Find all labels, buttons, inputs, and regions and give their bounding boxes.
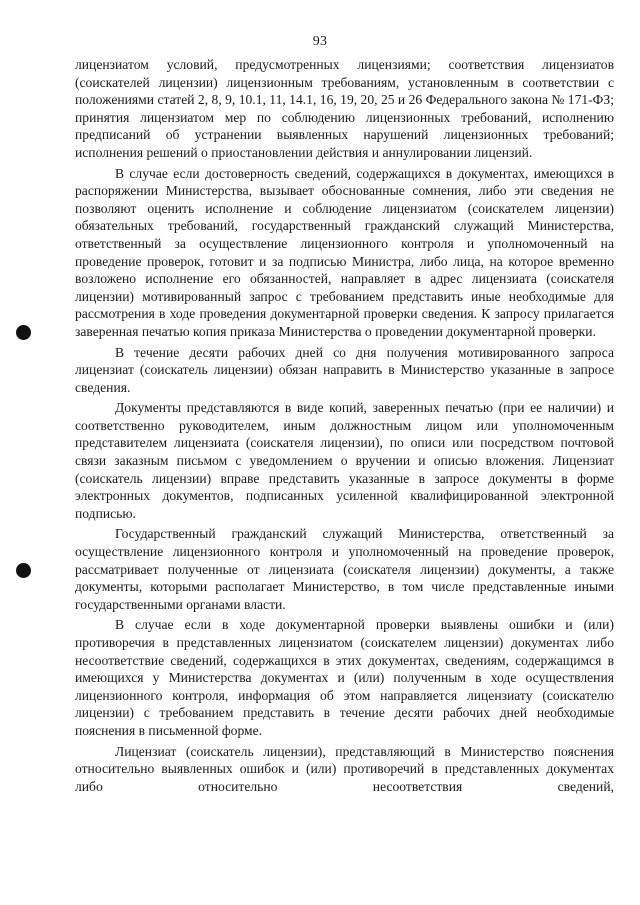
punch-hole-top [16,325,31,340]
paragraph: Документы представляются в виде копий, заверенных печатью (при ее наличии) и соответственно руководителем, иным должностным лицом или уполномоченным представителем лицензиата (соискателя лицензии), по описи или посредством почтовой связи заказным письмом с уведомлением о вручении и описью вложения. Лицензиат (соискатель лицензии) вправе представить указанные в запросе документы в форме электронных документов, подписанных усиленной квалифицированной электронной подписью. [75,400,614,521]
paragraph: Лицензиат (соискатель лицензии), представляющий в Министерство пояснения относительно выявленных ошибок и (или) противоречий в представленных документах либо относительно несоответствия сведений, [75,743,614,794]
page-number: 93 [312,34,328,49]
document-body [75,56,614,798]
paragraph: лицензиатом условий, предусмотренных лицензиями; соответствия лицензиатов (соискателей лицензии) лицензионным требованиям, установленным в соответствии с положениями статей 2, 8, 9, 10.1, 11, 14.1, 16, 19, 20, 25 и 26 Федерального закона № 171-ФЗ; принятия лицензиатом мер по соблюдению лицензионных требований, исполнению предписаний об устранении выявленных нарушений лицензионных требований; исполнения решений о приостановлении действия и аннулировании лицензий. [75,57,615,160]
punch-hole-bottom [16,563,31,578]
paragraph: В случае если достоверность сведений, содержащихся в документах, имеющихся в распоряжении Министерства, вызывает обоснованные сомнения, либо эти сведения не позволяют оценить исполнение и соблюдение лицензиатом (соискателем лицензии) обязательных требований, государственный гражданский служащий Министерства, ответственный за осуществление лицензионного контроля и уполномоченный на проведение проверок, готовит и за подписью Министра, либо лица, на которое временно возложено исполнение его обязанностей, направляет в адрес лицензиата (соискателя лицензии) мотивированный запрос с требованием представить иные необходимые для рассмотрения в ходе проведения документарной проверки сведения. К запросу прилагается заверенная печатью копия приказа Министерства о проведении документарной проверки. [75,165,614,339]
paragraph: В случае если в ходе документарной проверки выявлены ошибки и (или) противоречия в представленных лицензиатом (соискателем лицензии) документах либо несоответствие сведений, содержащихся в этих документах, сведениям, содержащимся в имеющихся у Министерства документах и (или) полученным в ходе осуществления лицензионного контроля, информация об этом направляется лицензиату (соискателю лицензии) с требованием представить в течение десяти рабочих дней необходимые пояснения в письменной форме. [75,617,614,738]
paragraph: В течение десяти рабочих дней со дня получения мотивированного запроса лицензиат (соискатель лицензии) обязан направить в Министерство указанные в запросе сведения. [75,344,614,395]
paragraph: Государственный гражданский служащий Министерства, ответственный за осуществление лицензионного контроля и уполномоченный на проведение проверок, рассматривает полученные от лицензиата (соискателя лицензии) документы, а также документы, которыми располагает Министерство, в том числе представленные иными государственными органами власти. [75,526,614,612]
